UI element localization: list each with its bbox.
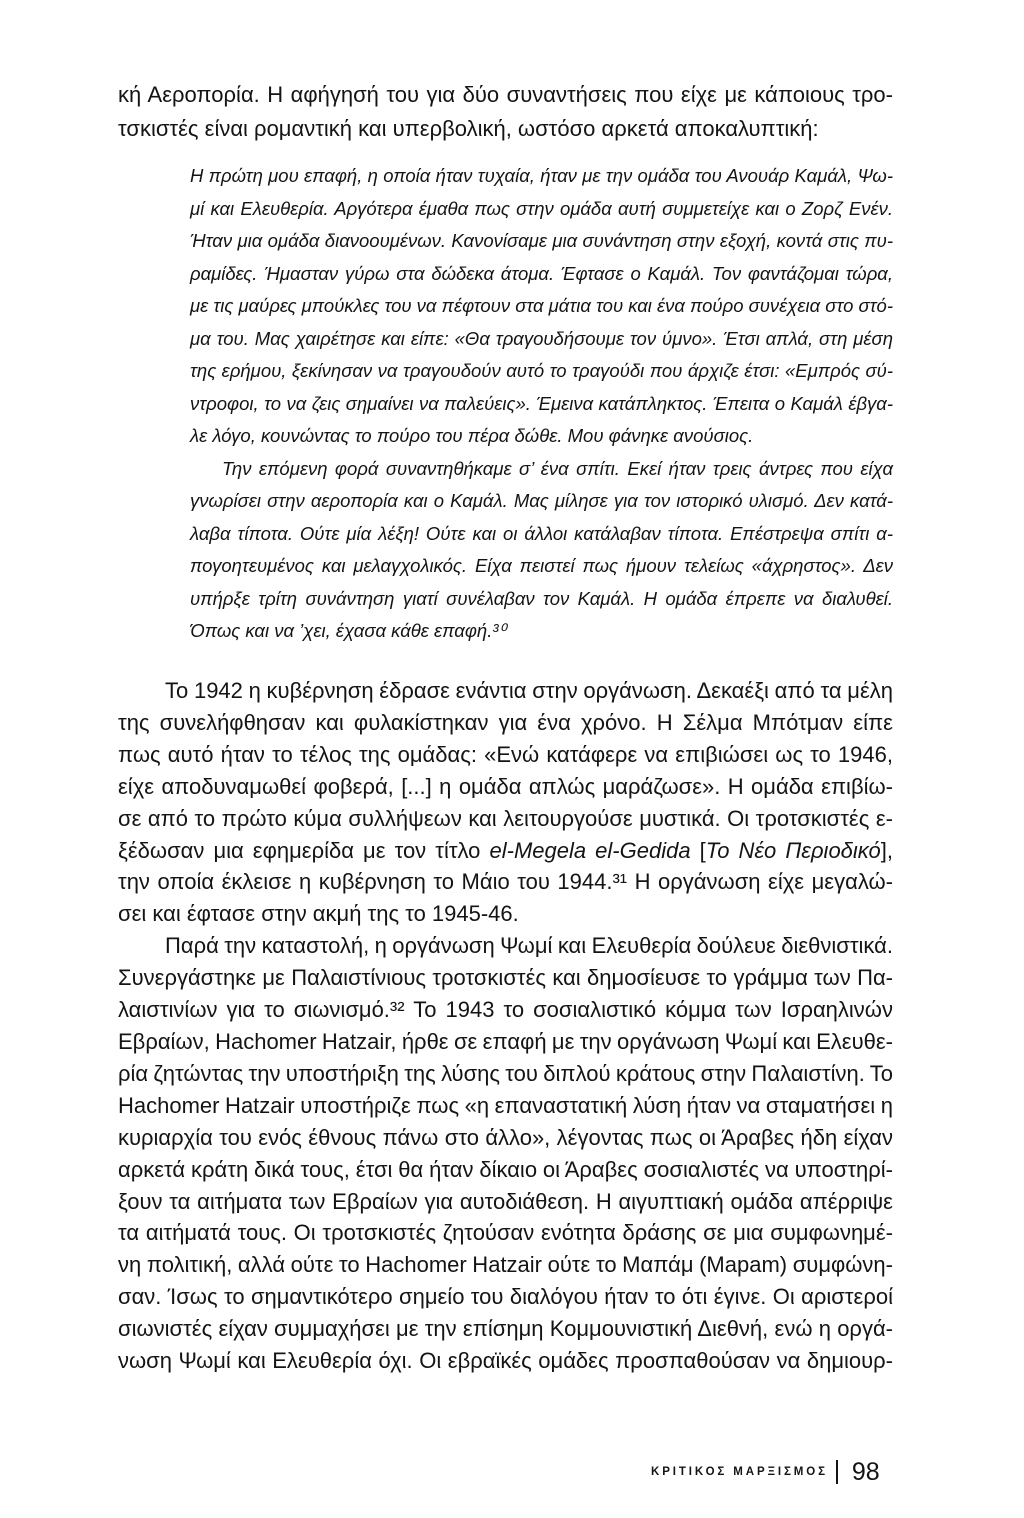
- text-line: [118, 78, 893, 112]
- line-text: ραμίδες. Ήμασταν γύρω στα δώδεκα άτομα. Έφτασε ο Καμάλ. Τον φαντάζομαι τώρα,: [190, 262, 893, 284]
- line-text: της συνελήφθησαν και φυλακίστηκαν για ένα χρόνο. Η Σέλμα Μπότμαν είπε: [118, 709, 893, 735]
- text-line: [190, 453, 893, 486]
- quote-paragraph: [190, 453, 893, 648]
- line-text: ντροφοι, το να ζεις σημαίνει να παλεύεις». Έμεινα κατάπληκτος. Έπειτα ο Καμάλ έβγα-: [190, 392, 893, 414]
- line-text: κή Αεροπορία. Η αφήγησή του για δύο συναντήσεις που είχε με κάποιους τρο-: [118, 82, 893, 107]
- line-text: την οποία έκλεισε η κυβέρνηση το Μάιο του 1944.³¹ Η οργάνωση είχε μεγαλώ-: [118, 869, 893, 895]
- text-line: [118, 1090, 893, 1122]
- line-text: Συνεργάστηκε με Παλαιστίνιους τροτσκιστές και δημοσίευσε το γράμμα των Πα-: [118, 965, 893, 991]
- text-segment: ξέδωσαν μια εφημερίδα με τον τίτλο: [118, 837, 490, 863]
- text-line: [190, 388, 893, 421]
- italic-title: el-Megela el-Gedida: [489, 837, 691, 863]
- line-text: Η πρώτη μου επαφή, η οποία ήταν τυχαία, ήταν με την ομάδα του Ανουάρ Καμάλ, Ψω-: [190, 165, 893, 186]
- line-text: μα του. Μας χαιρέτησε και είπε: «Θα τραγουδήσουμε τον ύμνο». Έτσι απλά, στη μέση: [190, 327, 893, 349]
- text-line: [118, 994, 893, 1026]
- footer-divider: [836, 1460, 838, 1484]
- block-quote: [190, 160, 893, 648]
- line-text: πως αυτό ήταν το τέλος της ομάδας: «Ενώ κατάφερε να επιβιώσει ως το 1946,: [118, 741, 893, 767]
- line-text: σει και έφτασε στην ακμή της το 1945-46.: [118, 901, 519, 927]
- line-text: [118, 835, 893, 867]
- line-text: ρία ζητώντας την υποστήριξη της λύσης του διπλού κράτους στην Παλαιστίνη. Το: [118, 1060, 893, 1086]
- text-line: [118, 1249, 893, 1281]
- quote-paragraph: [190, 160, 893, 453]
- line-text: σε από το πρώτο κύμα συλλήψεων και λειτουργούσε μυστικά. Οι τροτσκιστές ε-: [118, 805, 893, 831]
- line-text: τσκιστές είναι ρομαντική και υπερβολική, ωστόσο αρκετά αποκαλυπτική:: [118, 116, 819, 141]
- line-text: σιωνιστές είχαν συμμαχήσει με την επίσημη Κομμουνιστική Διεθνή, ενώ η οργά-: [118, 1316, 893, 1342]
- text-segment: ],: [880, 837, 893, 863]
- line-text: Εβραίων, Hachomer Hatzair, ήρθε σε επαφή με την οργάνωση Ψωμί και Ελευθε-: [118, 1028, 893, 1054]
- line-text: σαν. Ίσως το σημαντικότερο σημείο του διαλόγου ήταν το ότι έγινε. Οι αριστεροί: [118, 1284, 893, 1310]
- text-line: [118, 930, 893, 962]
- text-line: [118, 1186, 893, 1218]
- page-footer: [651, 1456, 880, 1488]
- line-text: με τις μαύρες μπούκλες του να πέφτουν στα μάτια του και ένα πούρο συνέχεια στο στό-: [190, 295, 893, 316]
- line-text: κυριαρχία του ενός έθνους πάνω στο άλλο», λέγοντας πως οι Άραβες ήδη είχαν: [118, 1124, 893, 1150]
- line-text: πογοητευμένος και μελαγχολικός. Είχα πειστεί πως ήμουν τελείως «άχρηστος». Δεν: [190, 555, 893, 576]
- text-segment: [: [690, 837, 706, 863]
- text-line: [190, 160, 893, 193]
- line-text: Παρά την καταστολή, η οργάνωση Ψωμί και Ελευθερία δούλευε διεθνιστικά.: [165, 933, 893, 959]
- text-line: [118, 1122, 893, 1154]
- text-line: [190, 290, 893, 323]
- text-line: [118, 771, 893, 803]
- line-text: λε λόγο, κουνώντας το πούρο του πέρα δώθε. Μου φάνηκε ανούσιος.: [190, 425, 754, 446]
- text-line: [118, 1313, 893, 1345]
- text-line: [118, 739, 893, 771]
- text-line: [118, 898, 893, 930]
- line-text: Την επόμενη φορά συναντηθήκαμε σ’ ένα σπίτι. Εκεί ήταν τρεις άντρες που είχα: [222, 457, 893, 479]
- text-line: [118, 1345, 893, 1377]
- text-line: [118, 962, 893, 994]
- line-text: νη πολιτική, αλλά ούτε το Hachomer Hatzair ούτε το Μαπάμ (Mapam) συμφώνη-: [118, 1252, 893, 1278]
- line-text: είχε αποδυναμωθεί φοβερά, [...] η ομάδα απλώς μαράζωσε». Η ομάδα επιβίω-: [118, 773, 893, 799]
- text-line: [190, 485, 893, 518]
- intro-paragraph: [118, 78, 893, 146]
- text-line: [118, 803, 893, 835]
- text-line: [190, 323, 893, 356]
- text-line: [190, 420, 893, 453]
- line-text: Hachomer Hatzair υποστήριζε πως «η επαναστατική λύση ήταν να σταματήσει η: [118, 1092, 893, 1118]
- line-text: λαιστινίων για το σιωνισμό.³² Το 1943 το σοσιαλιστικό κόμμα των Ισραηλινών: [118, 997, 893, 1023]
- running-title: ΚΡΙΤΙΚΟΣ ΜΑΡΞΙΣΜΟΣ: [651, 1466, 828, 1478]
- text-line: [118, 1026, 893, 1058]
- paragraph: [118, 675, 893, 930]
- text-line: [118, 1058, 893, 1090]
- line-text: Το 1942 η κυβέρνηση έδρασε ενάντια στην οργάνωση. Δεκαέξι από τα μέλη: [165, 678, 894, 703]
- line-text: λαβα τίποτα. Ούτε μία λέξη! Ούτε και οι άλλοι κατάλαβαν τίποτα. Επέστρεψα σπίτι α-: [190, 522, 893, 544]
- line-text: γνωρίσει στην αεροπορία και ο Καμάλ. Μας μίλησε για τον ιστορικό υλισμό. Δεν κατά-: [190, 490, 893, 511]
- text-line: [118, 1217, 893, 1249]
- line-text: Ήταν μια ομάδα διανοουμένων. Κανονίσαμε μια συνάντηση στην εξοχή, κοντά στις πυ-: [190, 230, 893, 251]
- line-text: της ερήμου, ξεκίνησαν να τραγουδούν αυτό το τραγούδι που άρχιζε έτσι: «Εμπρός σύ-: [190, 360, 893, 381]
- paragraph: [118, 930, 893, 1377]
- text-line: [190, 583, 893, 616]
- text-line: [190, 193, 893, 226]
- text-line: [190, 550, 893, 583]
- text-line: [118, 835, 893, 867]
- text-line: [118, 1281, 893, 1313]
- line-text: νωση Ψωμί και Ελευθερία όχι. Οι εβραϊκές ομάδες προσπαθούσαν να δημιουρ-: [118, 1348, 893, 1374]
- text-line: [190, 355, 893, 388]
- text-line: [190, 258, 893, 291]
- page-number: 98: [851, 1457, 880, 1486]
- line-text: τα αιτήματά τους. Οι τροτσκιστές ζητούσαν ενότητα δράσης σε μια συμφωνημέ-: [118, 1220, 893, 1246]
- line-text: Όπως και να ’χει, έχασα κάθε επαφή.³⁰: [190, 620, 506, 641]
- text-line: [190, 225, 893, 258]
- text-line: [118, 675, 893, 707]
- italic-title: Το Νέο Περιοδικό: [705, 837, 881, 863]
- text-line: [118, 112, 893, 146]
- text-line: [190, 615, 893, 648]
- line-text: ξουν τα αιτήματα των Εβραίων για αυτοδιάθεση. Η αιγυπτιακή ομάδα απέρριψε: [118, 1188, 893, 1214]
- paragraph: [118, 78, 893, 146]
- text-line: [190, 518, 893, 551]
- text-line: [118, 707, 893, 739]
- line-text: υπήρξε τρίτη συνάντηση γιατί συνέλαβαν τον Καμάλ. Η ομάδα έπρεπε να διαλυθεί.: [190, 587, 893, 609]
- text-line: [118, 1154, 893, 1186]
- line-text: αρκετά κράτη δικά τους, έτσι θα ήταν δίκαιο οι Άραβες σοσιαλιστές να υποστηρί-: [118, 1156, 893, 1182]
- text-line: [118, 866, 893, 898]
- line-text: μί και Ελευθερία. Αργότερα έμαθα πως στην ομάδα αυτή συμμετείχε και ο Ζορζ Ενέν.: [190, 197, 893, 219]
- body-text: [118, 675, 893, 1377]
